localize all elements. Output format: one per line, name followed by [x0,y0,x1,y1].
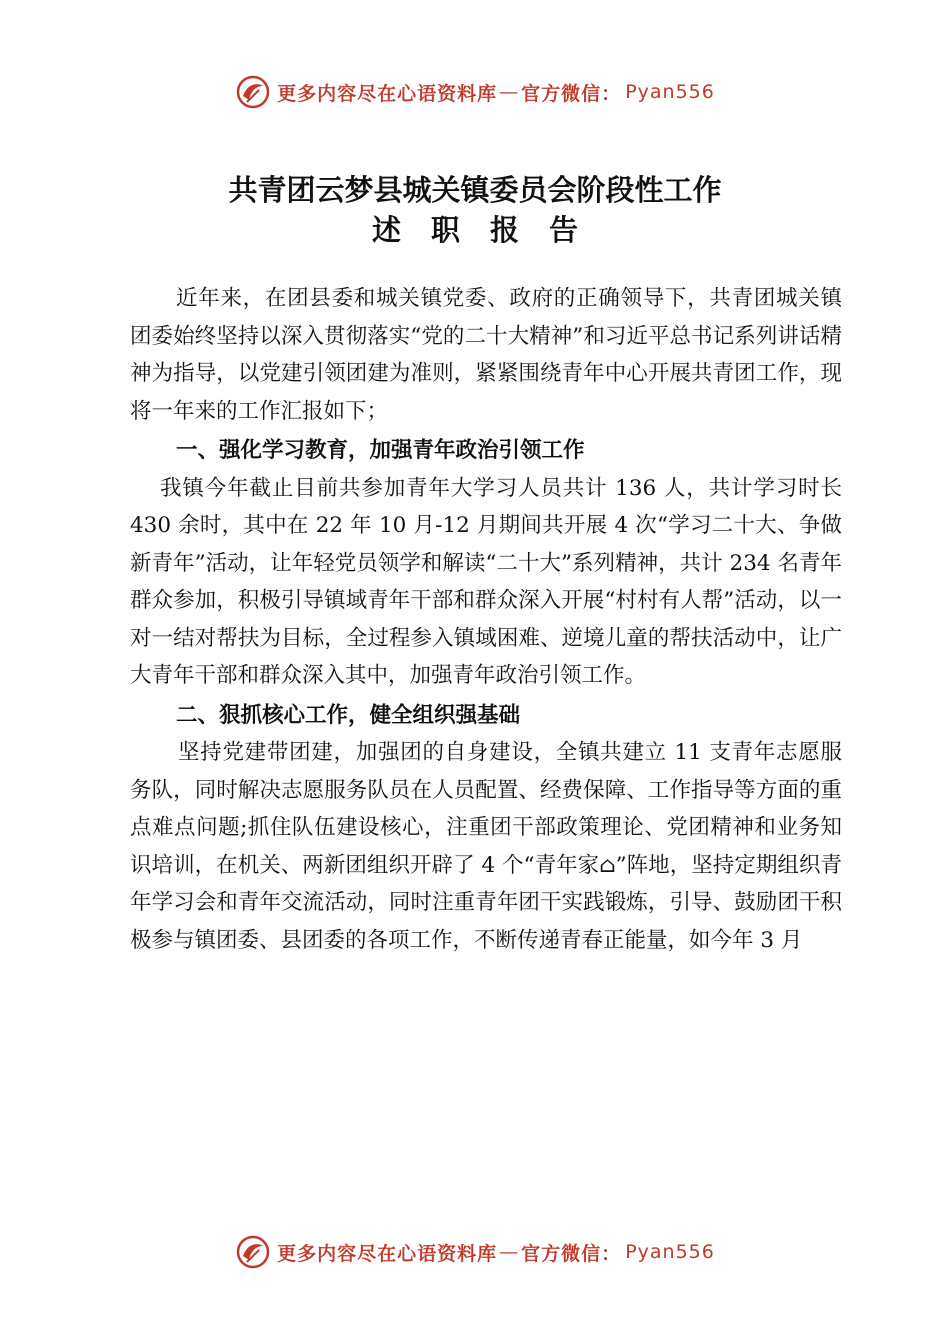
footer-banner-dash: — [499,1241,520,1263]
brand-logo-icon [235,74,271,110]
brand-logo-icon [235,1234,271,1270]
footer-banner-wechat-id: Pyan556 [625,1241,715,1263]
document-body [130,280,842,959]
intro-paragraph: 近年来，在团县委和城关镇党委、政府的正确领导下，共青团城关镇团委始终坚持以深入贯彻落实“党的二十大精神”和习近平总书记系列讲话精神为指导，以党建引领团建为准则，紧紧围绕青年中心开展共青团工作，现将一年来的工作汇报如下； [130,286,842,424]
section-paragraph-2: 坚持党建带团建，加强团的自身建设，全镇共建立 11 支青年志愿服务队，同时解决志愿服务队员在人员配置、经费保障、工作指导等方面的重点难点问题;抓住队伍建设核心，注重团干部政策理论、党团精神和业务知识培训，在机关、两新团组织开辟了 4 个“青年家⌂”阵地，坚持定期组织青年学习会和青年交流活动，同时注重青年团干实践锻炼，引导、鼓励团干积极参与镇团委、县团委的各项工作，不断传递青春正能量，如今年 3 月 [130,740,842,953]
banner-wechat-label: 官方微信： [521,82,622,105]
footer-banner-wechat-label: 官方微信： [521,1242,622,1265]
document-subtitle: 述职报告 [371,213,608,247]
footer-banner-text: 更多内容尽在心语资料库 [277,1242,498,1265]
banner-dash: — [499,81,520,103]
document-title: 共青团云梦县城关镇委员会阶段性工作 [228,173,722,207]
banner-wechat-id: Pyan556 [625,81,715,103]
footer-banner [0,1232,950,1272]
section-paragraph-1: 我镇今年截止目前共参加青年大学习人员共计 136 人，共计学习时长 430 余时，其中在 22 年 10 月-12 月期间共开展 4 次“学习二十大、争做新青年”活动，让年轻党员领学和解读“二十大”系列精神，共计 234 名青年群众参加，积极引导镇域青年干部和群众深入开展“村村有人帮”活动，以一对一结对帮扶为目标，全过程参入镇域困难、逆境儿童的帮扶活动中，让广大青年干部和群众深入其中，加强青年政治引领工作。 [130,475,842,688]
header-banner [0,72,950,112]
banner-text: 更多内容尽在心语资料库 [277,82,498,105]
section-heading-1: 一、强化学习教育，加强青年政治引领工作 [176,438,585,463]
section-heading-2: 二、狠抓核心工作，健全组织强基础 [176,702,521,728]
